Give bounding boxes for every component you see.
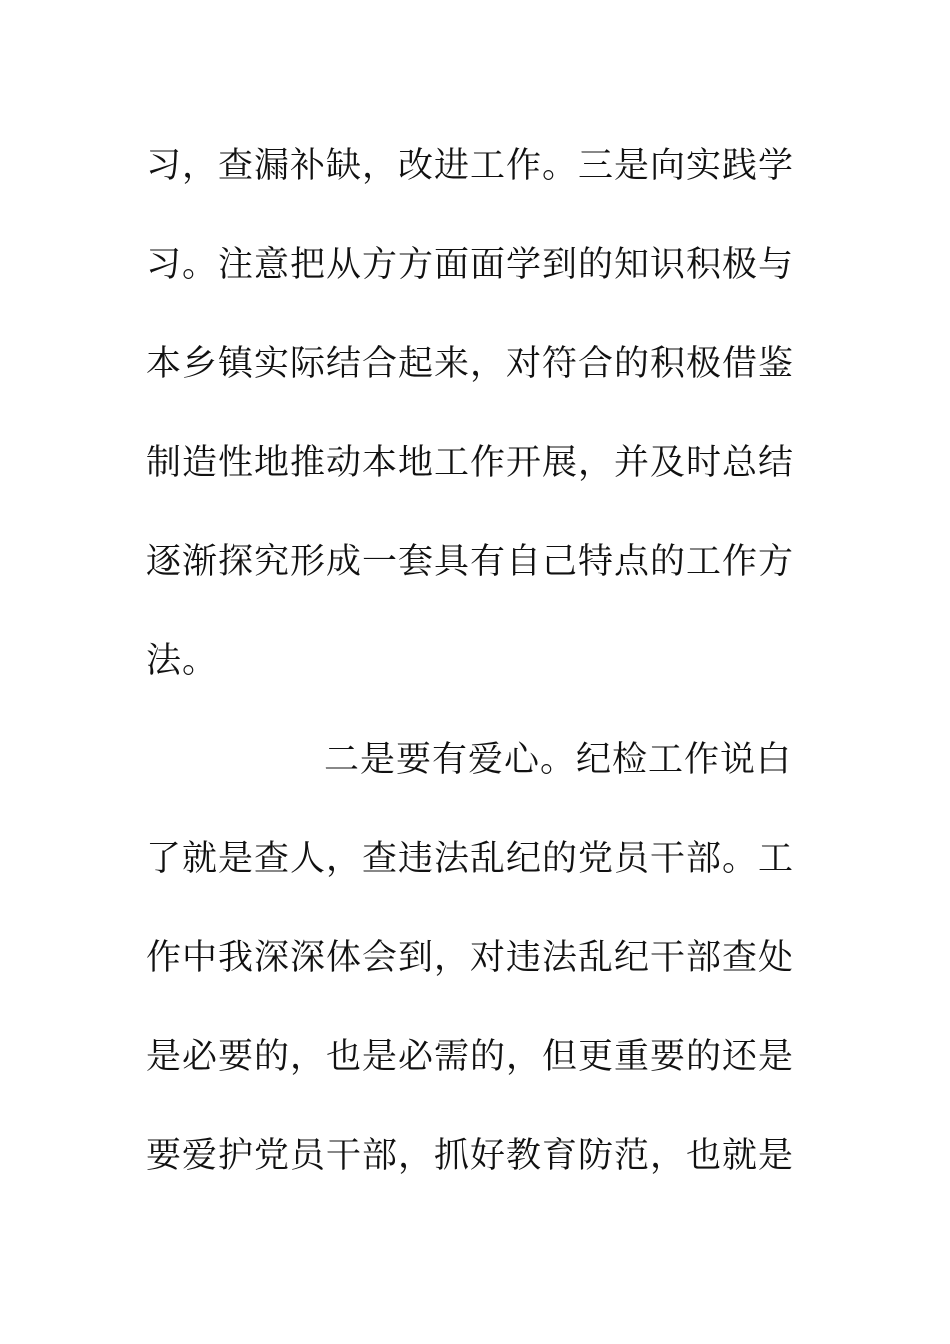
text-line: 制造性地推动本地工作开展，并及时总结: [146, 443, 795, 483]
text-line: 作中我深深体会到，对违法乱纪干部查处: [146, 938, 795, 978]
text-line: 法。: [146, 641, 219, 681]
paragraph-start-line: 二是要有爱心。纪检工作说白: [324, 740, 793, 780]
document-body: [146, 117, 810, 1206]
text-line: 是必要的，也是必需的，但更重要的还是: [146, 1037, 795, 1077]
text-line: 要爱护党员干部，抓好教育防范，也就是: [146, 1136, 795, 1176]
text-line: 习，查漏补缺，改进工作。三是向实践学: [146, 146, 795, 186]
text-line: 逐渐探究形成一套具有自己特点的工作方: [146, 542, 795, 582]
text-line: 本乡镇实际结合起来，对符合的积极借鉴: [146, 344, 795, 384]
text-line: 了就是查人，查违法乱纪的党员干部。工: [146, 839, 795, 879]
text-line: 习。注意把从方方面面学到的知识积极与: [146, 245, 795, 285]
